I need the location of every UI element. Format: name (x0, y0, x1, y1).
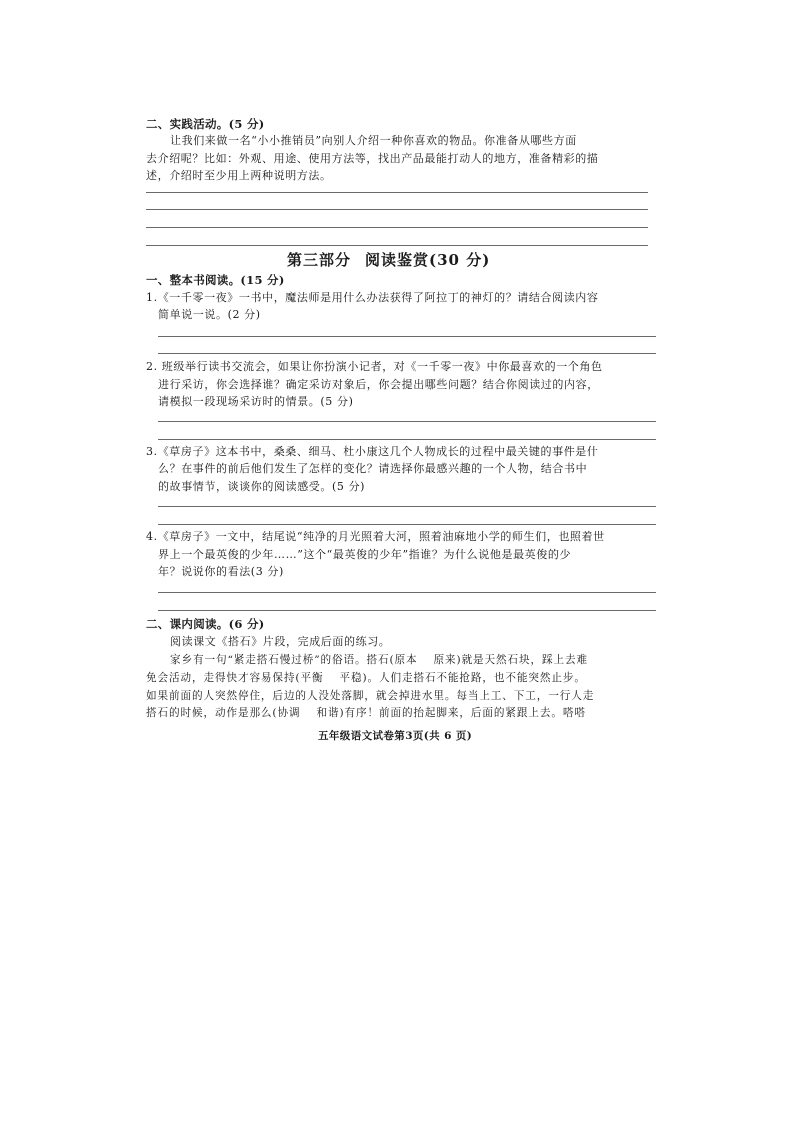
practice-line: 让我们来做一名“小小推销员”向别人介绍一种你喜欢的物品。你准备从哪些方面 (170, 134, 577, 147)
answer-line (158, 421, 656, 422)
passage-line: 搭石的时候，动作是那么(协调 和谐)有序！前面的抬起脚来，后面的紧跟上去。嗒嗒 (146, 707, 586, 719)
answer-line (158, 524, 656, 525)
answer-line (146, 192, 648, 193)
whole-book-heading: 一、整本书阅读。(15 分) (146, 273, 285, 287)
question-3-line: 3.《草房子》这本书中，桑桑、细马、杜小康这几个人物成长的过程中最关键的事件是什 (146, 445, 599, 458)
in-class-heading: 二、课内阅读。(6 分) (146, 617, 265, 631)
answer-line (146, 245, 648, 246)
question-4-line: 4.《草房子》一文中，结尾说“纯净的月光照着大河，照着油麻地小学的师生们，也照着世 (146, 530, 605, 543)
question-2-line: 2. 班级举行读书交流会，如果让你扮演小记者，对《一千零一夜》中你最喜欢的一个角色 (146, 360, 603, 373)
passage-line: 家乡有一句“紧走搭石慢过桥”的俗语。搭石(原本 原来)就是天然石块，踩上去难 (170, 654, 588, 666)
question-2-line: 进行采访，你会选择谁？确定采访对象后，你会提出哪些问题？结合你阅读过的内容， (158, 378, 599, 391)
reading-instruction: 阅读课文《搭石》片段，完成后面的练习。 (170, 635, 391, 648)
answer-line (158, 506, 656, 507)
question-3-line: 么？在事件的前后他们发生了怎样的变化？请选择你最感兴趣的一个人物，结合书中 (158, 462, 588, 475)
page-footer: 五年级语文试卷第3页(共 6 页) (318, 730, 473, 742)
practice-heading: 二、实践活动。(5 分) (146, 117, 265, 131)
part-title-number: 第三部分 (287, 251, 352, 269)
practice-line: 去介绍呢？比如：外观、用途、使用方法等，找出产品最能打动人的地方，准备精彩的描 (146, 152, 599, 165)
passage-line: 免会活动，走得快才容易保持(平衡 平稳)。人们走搭石不能抢路，也不能突然止步。 (146, 672, 586, 684)
answer-line (146, 227, 648, 228)
question-4-line: 界上一个最英俊的少年……”这个“最英俊的少年”指谁？为什么说他是最英俊的少 (158, 548, 572, 561)
question-4-line: 年？说说你的看法(3 分) (158, 565, 284, 578)
question-3-line: 的故事情节，谈谈你的阅读感受。(5 分) (158, 480, 366, 493)
answer-line (158, 610, 656, 611)
part-title (287, 249, 490, 270)
answer-line (158, 353, 656, 354)
question-1-line: 1.《一千零一夜》一书中，魔法师是用什么办法获得了阿拉丁的神灯的？请结合阅读内容 (146, 291, 599, 304)
question-2-line: 请模拟一段现场采访时的情景。(5 分) (158, 395, 354, 408)
answer-line (158, 592, 656, 593)
answer-line (158, 336, 656, 337)
part-title-name: 阅读鉴赏(30 分) (365, 251, 491, 269)
passage-line: 如果前面的人突然停住，后边的人没处落脚，就会掉进水里。每当上工、下工，一行人走 (146, 690, 595, 702)
practice-line: 述，介绍时至少用上两种说明方法。 (146, 169, 332, 182)
question-1-line: 简单说一说。(2 分) (158, 308, 261, 321)
answer-line (146, 209, 648, 210)
answer-line (158, 439, 656, 440)
